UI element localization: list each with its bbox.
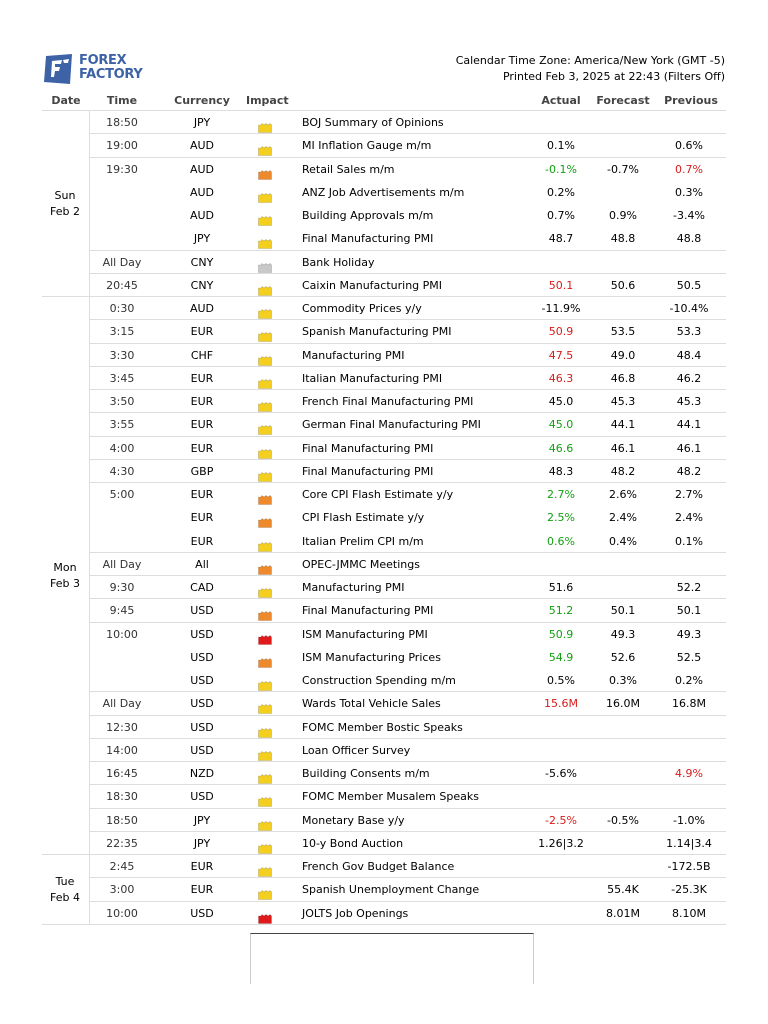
logo-text-forex: FOREX: [79, 53, 127, 68]
event-currency: EUR: [190, 395, 214, 408]
event-forecast: 48.8: [610, 232, 636, 246]
event-currency: GBP: [190, 464, 214, 478]
event-row[interactable]: [0, 762, 768, 785]
event-title: OPEC-JMMC Meetings: [302, 557, 420, 571]
event-previous: 52.2: [676, 581, 702, 594]
event-row[interactable]: [0, 344, 768, 367]
event-title: Manufacturing PMI: [302, 581, 405, 594]
event-forecast: 48.2: [610, 464, 636, 478]
event-forecast: 2.6%: [609, 488, 637, 501]
forex-factory-logo[interactable]: [42, 54, 142, 86]
event-row[interactable]: [0, 367, 768, 390]
event-title: Caixin Manufacturing PMI: [302, 278, 443, 292]
forex-factory-logo-icon: [42, 54, 76, 84]
event-forecast: -0.5%: [607, 813, 639, 827]
event-time: 3:45: [109, 371, 135, 385]
event-currency: NZD: [189, 767, 215, 780]
footer-box: [250, 933, 534, 984]
impact-low-icon[interactable]: [258, 537, 272, 547]
event-currency: USD: [190, 720, 214, 734]
impact-low-icon[interactable]: [258, 467, 272, 477]
event-previous: 1.14|3.4: [666, 836, 712, 850]
event-currency: EUR: [190, 511, 214, 525]
event-previous: -172.5B: [667, 860, 711, 873]
event-actual: 48.3: [548, 464, 574, 478]
impact-low-icon[interactable]: [258, 141, 272, 151]
event-title: Spanish Manufacturing PMI: [302, 325, 452, 339]
event-forecast: 50.1: [610, 604, 636, 618]
impact-medium-icon[interactable]: [258, 653, 272, 663]
impact-low-icon[interactable]: [258, 420, 272, 430]
event-previous: 53.3: [676, 325, 702, 339]
event-title: BOJ Summary of Opinions: [302, 116, 444, 129]
event-row[interactable]: [0, 646, 768, 669]
event-row[interactable]: [0, 204, 768, 227]
event-row[interactable]: [0, 181, 768, 204]
event-previous: -25.3K: [671, 883, 707, 897]
event-actual: 51.2: [548, 604, 574, 618]
impact-low-icon[interactable]: [258, 862, 272, 872]
logo-text-factory: FACTORY: [79, 67, 143, 82]
event-time: 16:45: [106, 767, 138, 780]
impact-low-icon[interactable]: [258, 211, 272, 221]
event-actual: -0.1%: [545, 162, 577, 176]
impact-low-icon[interactable]: [258, 118, 272, 128]
event-title: Commodity Prices y/y: [302, 302, 422, 315]
day-date: Feb 3: [50, 577, 80, 590]
event-previous: 0.7%: [675, 162, 703, 176]
impact-holiday-icon[interactable]: [258, 258, 272, 268]
event-previous: 0.6%: [675, 139, 703, 153]
event-forecast: 45.3: [610, 395, 636, 408]
event-actual: 2.5%: [547, 511, 575, 525]
event-actual: 0.7%: [547, 209, 575, 222]
event-previous: 49.3: [676, 627, 702, 641]
event-previous: -3.4%: [673, 209, 705, 222]
event-currency: CNY: [190, 255, 214, 269]
event-currency: All: [195, 557, 209, 571]
event-forecast: 16.0M: [606, 697, 640, 711]
event-previous: -10.4%: [669, 302, 709, 315]
event-title: FOMC Member Bostic Speaks: [302, 720, 463, 734]
event-actual: 45.0: [548, 395, 574, 408]
event-title: Italian Manufacturing PMI: [302, 371, 443, 385]
column-header-previous: Previous: [664, 94, 718, 107]
event-row[interactable]: [0, 483, 768, 506]
day-name: Tue: [55, 874, 75, 888]
event-row[interactable]: [0, 134, 768, 157]
impact-low-icon[interactable]: [258, 885, 272, 895]
event-actual: -5.6%: [545, 767, 577, 780]
event-actual: -2.5%: [545, 813, 577, 827]
event-row[interactable]: [0, 599, 768, 622]
event-time: 20:45: [106, 278, 138, 292]
event-currency: JPY: [193, 116, 211, 129]
event-currency: JPY: [193, 836, 211, 850]
event-title: Bank Holiday: [302, 255, 375, 269]
event-previous: -1.0%: [673, 813, 705, 827]
impact-low-icon[interactable]: [258, 188, 272, 198]
day-label: [42, 188, 88, 220]
event-previous: 0.2%: [675, 674, 703, 687]
event-currency: EUR: [190, 325, 214, 339]
event-currency: JPY: [193, 232, 211, 246]
event-previous: 48.2: [676, 464, 702, 478]
event-previous: 4.9%: [675, 767, 703, 780]
event-currency: AUD: [189, 185, 215, 199]
event-forecast: 46.1: [610, 441, 636, 455]
event-time: 3:55: [109, 418, 135, 432]
event-forecast: 44.1: [610, 418, 636, 432]
impact-low-icon[interactable]: [258, 327, 272, 337]
event-title: ISM Manufacturing PMI: [302, 627, 428, 641]
event-currency: AUD: [189, 162, 215, 176]
event-title: Final Manufacturing PMI: [302, 232, 434, 246]
event-row[interactable]: [0, 902, 768, 925]
event-time: 9:30: [109, 581, 135, 594]
event-currency: EUR: [190, 418, 214, 432]
event-currency: CHF: [190, 348, 214, 362]
event-row[interactable]: [0, 227, 768, 250]
impact-low-icon[interactable]: [258, 746, 272, 756]
event-title: MI Inflation Gauge m/m: [302, 139, 432, 153]
event-time: All Day: [102, 255, 142, 269]
impact-high-icon[interactable]: [258, 909, 272, 919]
event-row[interactable]: [0, 460, 768, 483]
impact-low-icon[interactable]: [258, 281, 272, 291]
event-previous: 2.4%: [675, 511, 703, 525]
event-actual: 50.9: [548, 627, 574, 641]
event-currency: CNY: [190, 278, 214, 292]
event-previous: 8.10M: [672, 906, 706, 920]
event-currency: AUD: [189, 139, 215, 153]
event-actual: 2.7%: [547, 488, 575, 501]
event-actual: 54.9: [548, 650, 574, 664]
day-date: Feb 2: [50, 205, 80, 218]
event-currency: AUD: [189, 209, 215, 222]
event-currency: EUR: [190, 860, 214, 873]
event-forecast: 52.6: [610, 650, 636, 664]
event-time: 19:00: [106, 139, 138, 153]
event-time: 19:30: [106, 162, 138, 176]
column-header-currency: Currency: [174, 94, 230, 107]
event-title: Loan Officer Survey: [302, 743, 411, 757]
event-actual: 1.26|3.2: [538, 836, 584, 850]
event-currency: USD: [190, 674, 214, 687]
event-time: 14:00: [106, 743, 138, 757]
event-row[interactable]: [0, 669, 768, 692]
event-previous: 2.7%: [675, 488, 703, 501]
event-forecast: 49.0: [610, 348, 636, 362]
event-actual: 50.9: [548, 325, 574, 339]
impact-low-icon[interactable]: [258, 816, 272, 826]
impact-medium-icon[interactable]: [258, 490, 272, 500]
event-currency: USD: [190, 906, 214, 920]
event-forecast: 53.5: [610, 325, 636, 339]
event-row[interactable]: [0, 832, 768, 855]
event-time: All Day: [102, 557, 142, 571]
impact-low-icon[interactable]: [258, 351, 272, 361]
event-title: CPI Flash Estimate y/y: [302, 511, 425, 525]
impact-high-icon[interactable]: [258, 630, 272, 640]
event-title: ISM Manufacturing Prices: [302, 650, 441, 664]
event-row[interactable]: [0, 530, 768, 553]
impact-low-icon[interactable]: [258, 676, 272, 686]
event-actual: 0.1%: [547, 139, 575, 153]
event-previous: 0.1%: [675, 534, 703, 548]
event-previous: 52.5: [676, 650, 702, 664]
event-actual: 47.5: [548, 348, 574, 362]
event-time: All Day: [102, 697, 142, 711]
event-row[interactable]: [0, 251, 768, 274]
event-row[interactable]: [0, 785, 768, 808]
event-title: Final Manufacturing PMI: [302, 441, 434, 455]
event-row[interactable]: [0, 297, 768, 320]
event-previous: 50.1: [676, 604, 702, 618]
impact-low-icon[interactable]: [258, 792, 272, 802]
event-time: 18:50: [106, 813, 138, 827]
event-currency: EUR: [190, 441, 214, 455]
event-forecast: 46.8: [610, 371, 636, 385]
event-row[interactable]: [0, 274, 768, 297]
event-actual: -11.9%: [541, 302, 581, 315]
event-title: German Final Manufacturing PMI: [302, 418, 481, 432]
impact-low-icon[interactable]: [258, 374, 272, 384]
event-actual: 50.1: [548, 278, 574, 292]
event-title: Building Consents m/m: [302, 767, 430, 780]
event-previous: 0.3%: [675, 185, 703, 199]
event-row[interactable]: [0, 320, 768, 343]
event-actual: 0.6%: [547, 534, 575, 548]
event-forecast: -0.7%: [607, 162, 639, 176]
event-actual: 46.3: [548, 371, 574, 385]
impact-low-icon[interactable]: [258, 444, 272, 454]
event-currency: USD: [190, 743, 214, 757]
event-currency: EUR: [190, 534, 214, 548]
column-header-date: Date: [51, 94, 81, 107]
event-previous: 48.4: [676, 348, 702, 362]
event-time: 3:30: [109, 348, 135, 362]
event-actual: 48.7: [548, 232, 574, 246]
event-actual: 15.6M: [544, 697, 578, 711]
event-time: 9:45: [109, 604, 135, 618]
event-time: 10:00: [106, 906, 138, 920]
event-row[interactable]: [0, 506, 768, 529]
event-title: French Final Manufacturing PMI: [302, 395, 474, 408]
event-row[interactable]: [0, 413, 768, 436]
event-row[interactable]: [0, 878, 768, 901]
event-title: Spanish Unemployment Change: [302, 883, 480, 897]
column-header-impact: Impact: [246, 94, 289, 107]
event-currency: CAD: [190, 581, 214, 594]
event-previous: 44.1: [676, 418, 702, 432]
impact-medium-icon[interactable]: [258, 165, 272, 175]
event-previous: 16.8M: [672, 697, 706, 711]
event-currency: USD: [190, 790, 214, 804]
event-previous: 46.1: [676, 441, 702, 455]
column-header-actual: Actual: [541, 94, 581, 107]
event-currency: AUD: [189, 302, 215, 315]
event-actual: 45.0: [548, 418, 574, 432]
event-row[interactable]: [0, 623, 768, 646]
event-time: 3:50: [109, 395, 135, 408]
event-forecast: 0.3%: [609, 674, 637, 687]
impact-low-icon[interactable]: [258, 304, 272, 314]
impact-low-icon[interactable]: [258, 234, 272, 244]
event-currency: USD: [190, 604, 214, 618]
event-title: JOLTS Job Openings: [302, 906, 409, 920]
event-forecast: 50.6: [610, 278, 636, 292]
event-forecast: 0.9%: [609, 209, 637, 222]
event-previous: 46.2: [676, 371, 702, 385]
event-row[interactable]: [0, 437, 768, 460]
date-column-divider: [89, 111, 90, 925]
impact-medium-icon[interactable]: [258, 513, 272, 523]
event-title: Building Approvals m/m: [302, 209, 434, 222]
day-label: [42, 874, 88, 906]
event-row[interactable]: [0, 809, 768, 832]
event-time: 18:30: [106, 790, 138, 804]
event-actual: 46.6: [548, 441, 574, 455]
event-actual: 0.2%: [547, 185, 575, 199]
column-header-forecast: Forecast: [596, 94, 650, 107]
impact-low-icon[interactable]: [258, 723, 272, 733]
event-title: Monetary Base y/y: [302, 813, 405, 827]
event-title: FOMC Member Musalem Speaks: [302, 790, 479, 804]
event-time: 10:00: [106, 627, 138, 641]
event-forecast: 55.4K: [607, 883, 639, 897]
impact-medium-icon[interactable]: [258, 606, 272, 616]
event-time: 4:00: [109, 441, 135, 455]
event-currency: JPY: [193, 813, 211, 827]
event-time: 12:30: [106, 720, 138, 734]
event-row[interactable]: [0, 692, 768, 715]
event-title: Manufacturing PMI: [302, 348, 405, 362]
event-row[interactable]: [0, 855, 768, 878]
calendar-info: [456, 53, 725, 85]
event-row[interactable]: [0, 158, 768, 181]
event-time: 3:15: [109, 325, 135, 339]
event-row[interactable]: [0, 716, 768, 739]
impact-low-icon[interactable]: [258, 397, 272, 407]
event-title: Retail Sales m/m: [302, 162, 395, 176]
event-currency: USD: [190, 627, 214, 641]
event-currency: EUR: [190, 883, 214, 897]
event-title: Italian Prelim CPI m/m: [302, 534, 424, 548]
event-time: 4:30: [109, 464, 135, 478]
event-time: 2:45: [109, 860, 135, 873]
impact-low-icon[interactable]: [258, 583, 272, 593]
impact-low-icon[interactable]: [258, 769, 272, 779]
day-label: [42, 560, 88, 592]
event-previous: 50.5: [676, 278, 702, 292]
event-currency: EUR: [190, 371, 214, 385]
event-title: Wards Total Vehicle Sales: [302, 697, 441, 711]
day-name: Mon: [53, 561, 77, 574]
calendar-table: [0, 111, 768, 925]
event-title: French Gov Budget Balance: [302, 860, 455, 873]
event-title: Final Manufacturing PMI: [302, 604, 434, 618]
event-time: 3:00: [109, 883, 135, 897]
event-title: Final Manufacturing PMI: [302, 464, 434, 478]
impact-low-icon[interactable]: [258, 839, 272, 849]
event-forecast: 2.4%: [609, 511, 637, 525]
timezone-label: Calendar Time Zone: America/New York (GMT -5): [455, 54, 725, 67]
column-header-time: Time: [106, 94, 138, 107]
event-title: Construction Spending m/m: [302, 674, 456, 687]
event-row[interactable]: [0, 553, 768, 576]
event-actual: 0.5%: [547, 674, 575, 687]
event-currency: USD: [190, 650, 214, 664]
event-time: 22:35: [106, 836, 138, 850]
event-actual: 51.6: [548, 581, 574, 594]
day-date: Feb 4: [50, 890, 80, 904]
event-forecast: 49.3: [610, 627, 636, 641]
row-divider: [42, 924, 726, 925]
printed-label: Printed Feb 3, 2025 at 22:43 (Filters Off): [502, 70, 725, 83]
event-previous: 48.8: [676, 232, 702, 246]
impact-low-icon[interactable]: [258, 699, 272, 709]
event-title: ANZ Job Advertisements m/m: [302, 185, 465, 199]
event-row[interactable]: [0, 111, 768, 134]
event-title: Core CPI Flash Estimate y/y: [302, 488, 454, 501]
event-time: 18:50: [106, 116, 138, 129]
event-forecast: 8.01M: [606, 906, 640, 920]
event-currency: USD: [190, 697, 214, 711]
event-title: 10-y Bond Auction: [302, 836, 404, 850]
day-name: Sun: [54, 189, 76, 202]
event-time: 0:30: [109, 302, 135, 315]
event-currency: EUR: [190, 488, 214, 501]
event-time: 5:00: [109, 488, 135, 501]
event-row[interactable]: [0, 576, 768, 599]
event-row[interactable]: [0, 390, 768, 413]
event-forecast: 0.4%: [609, 534, 637, 548]
impact-medium-icon[interactable]: [258, 560, 272, 570]
event-row[interactable]: [0, 739, 768, 762]
event-previous: 45.3: [676, 395, 702, 408]
